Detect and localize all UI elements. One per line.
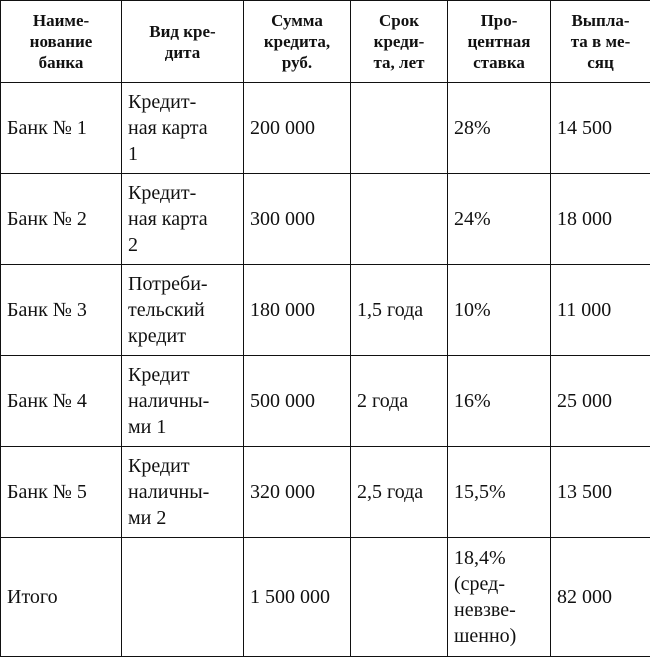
term-cell: 1,5 года — [351, 265, 448, 356]
rate-cell: 28% — [448, 83, 551, 174]
header-row — [1, 1, 650, 83]
total-payment: 82 000 — [551, 538, 650, 657]
total-label: Итого — [1, 538, 122, 657]
rate-cell: 15,5% — [448, 447, 551, 538]
total-type-cell — [122, 538, 244, 657]
amount-cell: 500 000 — [244, 356, 351, 447]
type-cell: Потреби- тельский кредит — [122, 265, 244, 356]
header-bank-name: Наиме- нование банка — [1, 1, 122, 83]
table-row — [1, 265, 650, 356]
rate-cell: 24% — [448, 174, 551, 265]
header-rate: Про- центная ставка — [448, 1, 551, 83]
type-cell: Кредит- ная карта 2 — [122, 174, 244, 265]
total-row — [1, 538, 650, 657]
header-amount: Сумма кредита, руб. — [244, 1, 351, 83]
header-term: Срок креди- та, лет — [351, 1, 448, 83]
payment-cell: 11 000 — [551, 265, 650, 356]
header-credit-type: Вид кре- дита — [122, 1, 244, 83]
bank-cell: Банк № 1 — [1, 83, 122, 174]
table-row — [1, 83, 650, 174]
bank-cell: Банк № 3 — [1, 265, 122, 356]
rate-cell: 16% — [448, 356, 551, 447]
term-cell: 2 года — [351, 356, 448, 447]
payment-cell: 14 500 — [551, 83, 650, 174]
payment-cell: 25 000 — [551, 356, 650, 447]
bank-cell: Банк № 2 — [1, 174, 122, 265]
amount-cell: 200 000 — [244, 83, 351, 174]
total-rate: 18,4% (сред- невзве- шенно) — [448, 538, 551, 657]
type-cell: Кредит- ная карта 1 — [122, 83, 244, 174]
total-term-cell — [351, 538, 448, 657]
bank-cell: Банк № 5 — [1, 447, 122, 538]
term-cell: 2,5 года — [351, 447, 448, 538]
amount-cell: 320 000 — [244, 447, 351, 538]
rate-cell: 10% — [448, 265, 551, 356]
type-cell: Кредит наличны- ми 1 — [122, 356, 244, 447]
type-cell: Кредит наличны- ми 2 — [122, 447, 244, 538]
table-row — [1, 174, 650, 265]
bank-cell: Банк № 4 — [1, 356, 122, 447]
table-row — [1, 356, 650, 447]
amount-cell: 300 000 — [244, 174, 351, 265]
header-monthly-payment: Выпла- та в ме- сяц — [551, 1, 650, 83]
total-amount: 1 500 000 — [244, 538, 351, 657]
term-cell — [351, 83, 448, 174]
amount-cell: 180 000 — [244, 265, 351, 356]
payment-cell: 13 500 — [551, 447, 650, 538]
term-cell — [351, 174, 448, 265]
table-row — [1, 447, 650, 538]
payment-cell: 18 000 — [551, 174, 650, 265]
